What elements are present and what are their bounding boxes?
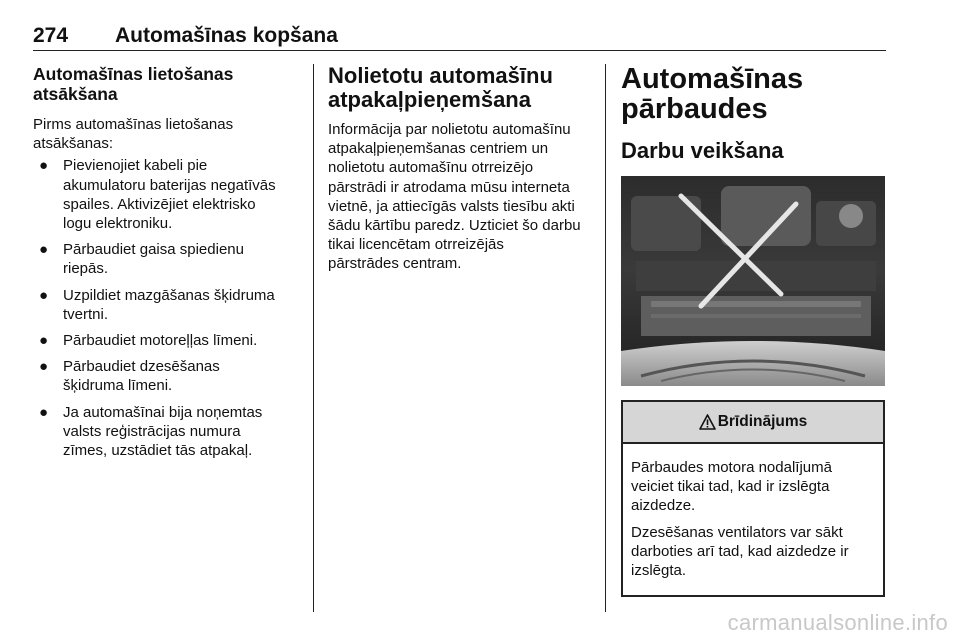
text-line: Uzpildiet mazgāšanas šķidruma [63,286,275,304]
text-line: Dzesēšanas ventilators var sākt [631,523,843,541]
heading-checks [621,64,885,124]
list-item [33,403,295,461]
text-line: Pirms automašīnas lietošanas [33,116,234,133]
text-line: darboties arī tad, kad aizdedze ir [631,542,849,560]
text-line: veiciet tikai tad, kad ir izslēgta [631,478,830,496]
text-line: valsts reģistrācijas numura [63,422,241,440]
bullet-icon: ● [39,286,49,304]
text-line: Pārbaudiet motoreļļas līmeni. [63,332,258,350]
subheading-work: Darbu veikšana [621,138,784,163]
heading-line: pārbaudes [621,93,768,125]
column-restart [33,64,295,467]
section-title: Automašīnas kopšana [115,24,338,47]
column-recycling [328,64,596,274]
text-line: atsākšanas: [33,135,114,153]
heading-recycling [328,64,596,112]
bullet-icon: ● [39,332,49,350]
text-line: tvertni. [63,305,109,323]
text-line: Pārbaudiet dzesēšanas [63,358,220,376]
list-item [33,357,295,395]
heading-restart [33,64,295,104]
engine-bay-crossed-photo [621,176,885,386]
list-item [33,156,295,233]
column-divider [605,64,606,612]
warning-paragraph [631,523,875,581]
warning-title: Brīdinājums [717,413,808,430]
text-line: akumulatoru baterijas negatīvās [63,176,276,194]
bullet-icon: ● [39,157,49,175]
bullet-icon: ● [39,358,49,376]
text-line: spailes. Aktivizējiet elektrisko [63,195,256,213]
text-line: Pievienojiet kabeli pie [63,157,208,175]
warning-body [623,444,883,595]
page-number: 274 [33,24,69,47]
heading-line: atpakaļpieņemšana [328,87,531,112]
list-item [33,286,295,324]
column-checks [621,64,885,597]
warning-box [621,400,885,597]
heading-line: Automašīnas lietošanas [33,64,234,84]
heading-line: Nolietotu automašīnu [328,63,553,88]
heading-line: Automašīnas [621,63,804,95]
text-line: aizdedze. [631,497,696,515]
recycling-text [328,120,596,274]
list-item [33,240,295,278]
intro-text [33,115,295,153]
text-line: Ja automašīnai bija noņemtas [63,403,263,421]
heading-line: atsākšana [33,84,118,104]
bullet-icon: ● [39,241,49,259]
text-line: atpakaļpieņemšanas centriem un [328,140,549,158]
column-divider [313,64,314,612]
checklist [33,156,295,460]
watermark: carmanualsonline.info [727,610,948,635]
list-item [33,331,295,350]
text-line: šķidruma līmeni. [63,377,173,395]
text-line: pārstrādi ir atrodama mūsu interneta [328,178,570,196]
text-line: pārstrādes centram. [328,255,462,273]
warning-header [623,402,883,444]
text-line: izslēgta. [631,562,687,580]
text-line: Informācija par nolietotu automašīnu [328,121,571,138]
text-line: tikai licencētam otrreizējās [328,236,504,254]
page-header [33,24,886,51]
text-line: zīmes, uzstādiet tās atpakaļ. [63,442,253,460]
text-line: nolietotu automašīnu otrreizējo [328,159,534,177]
text-line: vietnē, ja attiecīgās valsts tiesību akti [328,197,575,215]
text-line: Pārbaudiet gaisa spiedienu [63,241,244,259]
bullet-icon: ● [39,403,49,421]
text-line: šādu kārtību paredz. Uzticiet šo darbu [328,217,581,235]
text-line: Pārbaudes motora nodalījumā [631,459,832,476]
text-line: logu elektroniku. [63,215,173,233]
warning-paragraph [631,458,875,516]
warning-triangle-icon [699,414,716,430]
text-line: riepās. [63,260,109,278]
